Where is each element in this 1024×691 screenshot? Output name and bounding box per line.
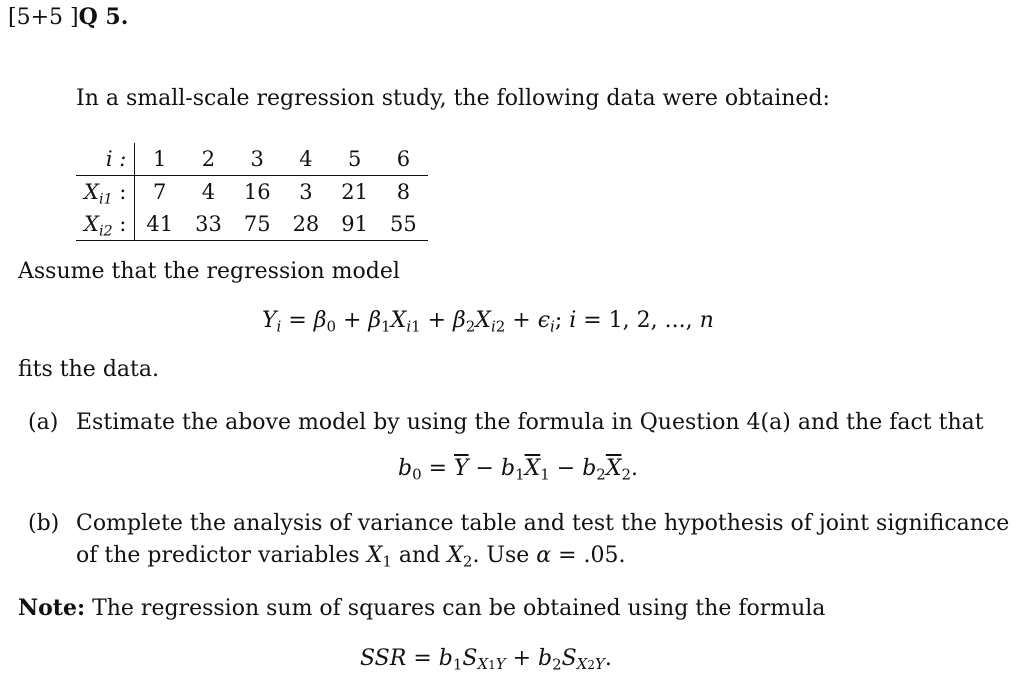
- marks-label: [5+5 ]: [8, 5, 79, 30]
- part-b-line1: Complete the analysis of variance table and test the hypothesis of joint significance: [76, 511, 1010, 536]
- data-table: [76, 143, 428, 241]
- table-row: [76, 208, 428, 241]
- part-b-label: (b): [28, 511, 60, 536]
- table-cell: 4: [201, 180, 216, 204]
- part-a-formula: $b_0 = \overline{Y} - b_1\overline{X}_1 - b_2\overline{X}_2$.: [398, 456, 638, 484]
- part-a-label: (a): [28, 410, 59, 435]
- table-cell: 8: [396, 180, 411, 204]
- part-b-line2: of the predictor variables $X_1$ and $X_2$. Use α = .05.: [76, 543, 626, 571]
- table-cell: 33: [184, 208, 233, 241]
- question-number: Q 5.: [78, 4, 129, 30]
- model-equation: $Y_i = \beta_0 + \beta_1X_{i1} + \beta_2X_{i2} + \epsilon_i$; i = 1, 2, ..., n: [262, 308, 714, 336]
- table-cell: 3: [233, 143, 282, 176]
- note: [18, 595, 825, 621]
- table-cell: 16: [243, 180, 271, 204]
- note-text: The regression sum of squares can be obtained using the formula: [92, 596, 826, 621]
- intro-text: In a small-scale regression study, the following data were obtained:: [76, 86, 830, 111]
- table-cell: 91: [330, 208, 379, 241]
- assume-text: Assume that the regression model: [18, 259, 400, 284]
- question-header: [8, 4, 128, 30]
- table-cell: 3: [299, 180, 313, 204]
- table-cell: 21: [341, 180, 369, 204]
- row-label-xi2: $X_{i2}$ :: [76, 208, 135, 241]
- table-cell: 75: [233, 208, 282, 241]
- part-a-text: Estimate the above model by using the formula in Question 4(a) and the fact that: [76, 410, 984, 435]
- table-cell: 7: [153, 180, 167, 204]
- table-cell: 6: [379, 143, 428, 176]
- table-cell: 1: [135, 143, 184, 176]
- table-cell: 2: [184, 143, 233, 176]
- table-cell: 4: [282, 143, 331, 176]
- table-cell: 55: [379, 208, 428, 241]
- table-cell: 41: [135, 208, 184, 241]
- row-label-i: i :: [76, 143, 135, 176]
- table-cell: 5: [330, 143, 379, 176]
- row-label-xi1: $X_{i1}$ :: [76, 176, 135, 209]
- table-cell: 28: [282, 208, 331, 241]
- table-row: [76, 176, 428, 209]
- note-label: Note:: [18, 595, 86, 621]
- note-formula: SSR = $b_1S_{X1Y} + b_2S_{X2Y}$.: [360, 646, 612, 674]
- table-row: [76, 143, 428, 176]
- fits-text: fits the data.: [18, 357, 159, 382]
